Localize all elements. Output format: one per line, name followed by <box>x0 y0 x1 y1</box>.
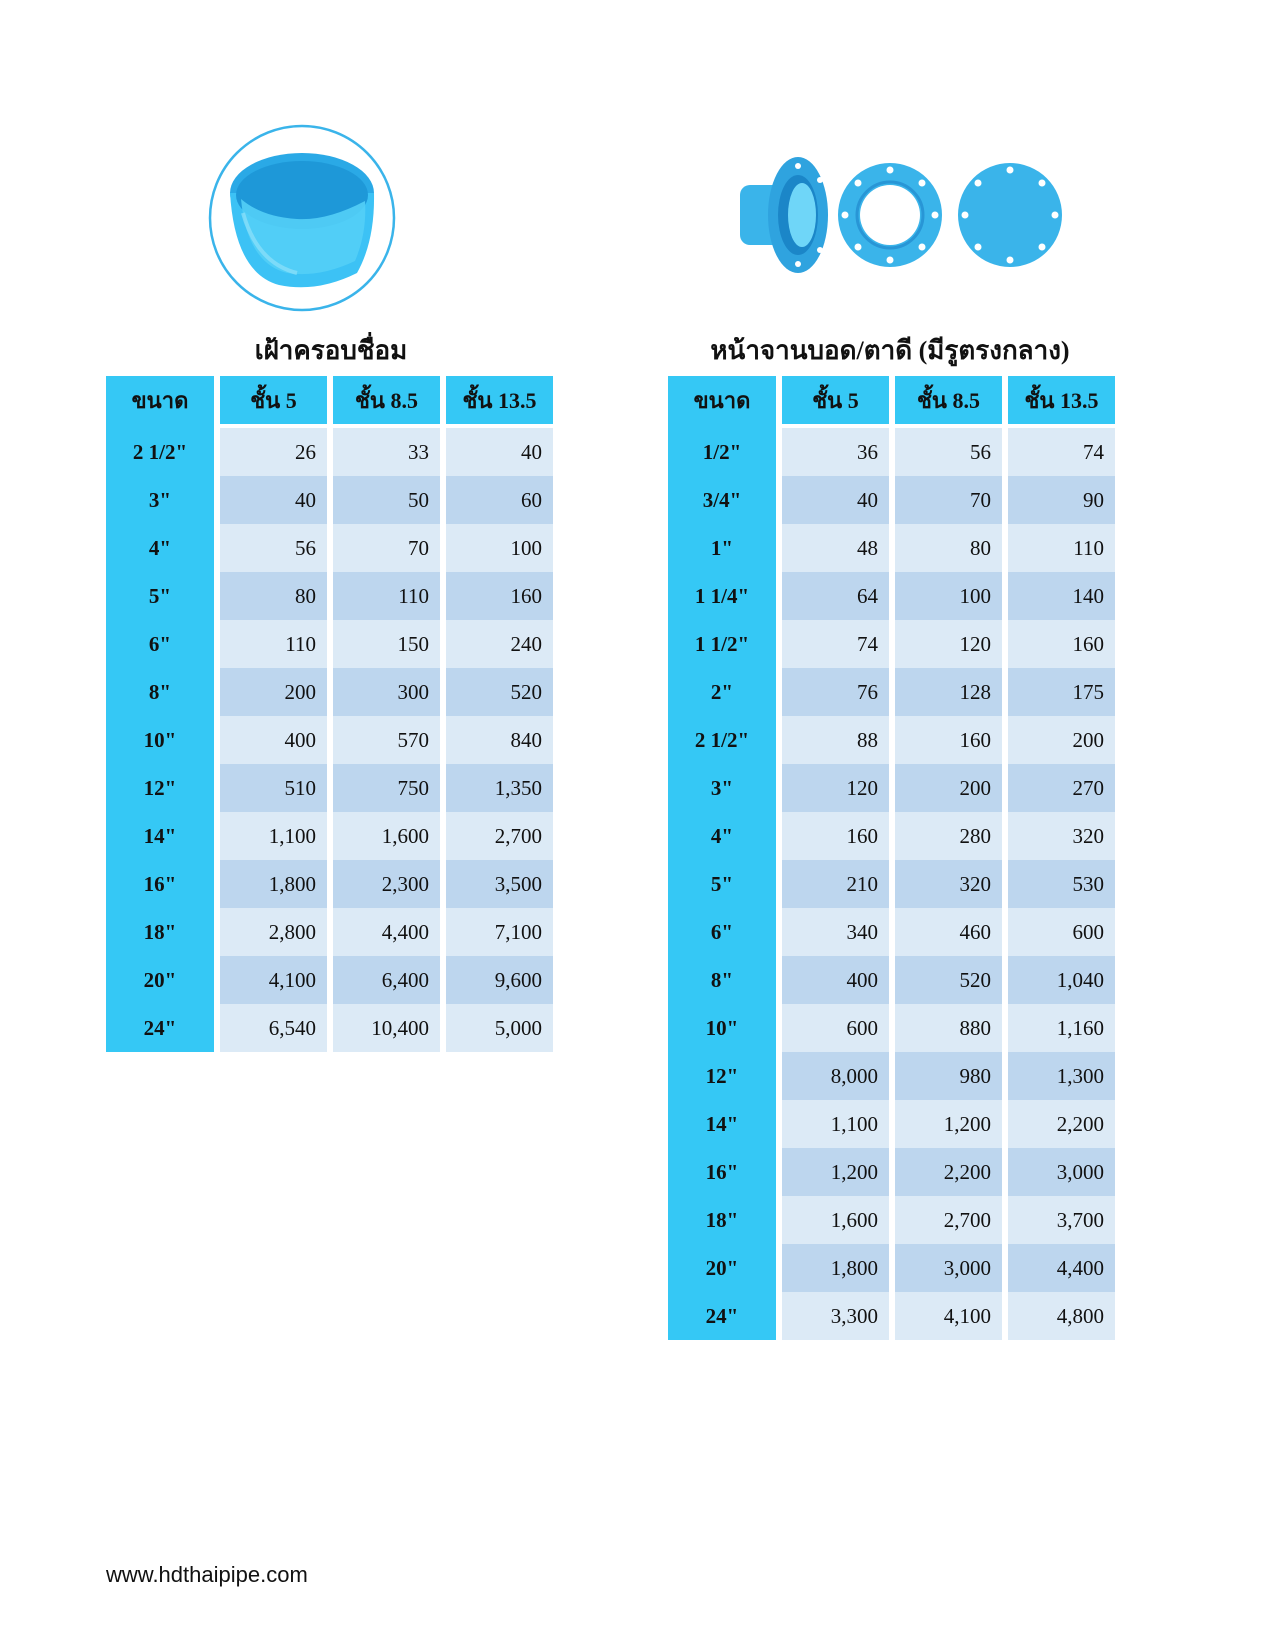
price-cell: 33 <box>333 428 440 476</box>
price-cell: 3,300 <box>782 1292 889 1340</box>
price-cell: 110 <box>1008 524 1115 572</box>
size-column-header: ขนาด <box>106 376 214 424</box>
price-cell: 600 <box>1008 908 1115 956</box>
price-cell: 750 <box>333 764 440 812</box>
price-cell: 340 <box>782 908 889 956</box>
price-cell: 56 <box>895 428 1002 476</box>
price-cell: 160 <box>782 812 889 860</box>
size-cell: 24" <box>668 1292 776 1340</box>
size-cell: 12" <box>106 764 214 812</box>
price-cell: 200 <box>1008 716 1115 764</box>
flange-ring-view <box>838 163 942 267</box>
price-cell: 150 <box>333 620 440 668</box>
price-cell: 240 <box>446 620 553 668</box>
table-row <box>668 812 1115 860</box>
table-row <box>668 956 1115 1004</box>
price-cell: 300 <box>333 668 440 716</box>
price-cell: 1,160 <box>1008 1004 1115 1052</box>
table-row <box>106 860 553 908</box>
size-cell: 1" <box>668 524 776 572</box>
size-cell: 12" <box>668 1052 776 1100</box>
price-cell: 4,100 <box>895 1292 1002 1340</box>
price-cell: 400 <box>782 956 889 1004</box>
price-cell: 280 <box>895 812 1002 860</box>
table-row <box>668 860 1115 908</box>
class-column-header: ชั้น 5 <box>220 376 327 424</box>
price-cell: 175 <box>1008 668 1115 716</box>
price-cell: 880 <box>895 1004 1002 1052</box>
size-cell: 16" <box>106 860 214 908</box>
price-cell: 128 <box>895 668 1002 716</box>
table-row <box>668 1052 1115 1100</box>
price-cell: 10,400 <box>333 1004 440 1052</box>
price-cell: 1,100 <box>782 1100 889 1148</box>
price-cell: 1,800 <box>782 1244 889 1292</box>
price-cell: 400 <box>220 716 327 764</box>
price-cell: 1,100 <box>220 812 327 860</box>
table-row <box>668 572 1115 620</box>
price-cell: 40 <box>220 476 327 524</box>
price-cell: 160 <box>1008 620 1115 668</box>
website-url: www.hdthaipipe.com <box>106 1562 308 1587</box>
size-cell: 1 1/2" <box>668 620 776 668</box>
table-row <box>668 1244 1115 1292</box>
size-cell: 10" <box>668 1004 776 1052</box>
price-cell: 70 <box>333 524 440 572</box>
price-cell: 980 <box>895 1052 1002 1100</box>
size-cell: 14" <box>668 1100 776 1148</box>
price-cell: 600 <box>782 1004 889 1052</box>
table-row <box>668 764 1115 812</box>
price-cell: 1,040 <box>1008 956 1115 1004</box>
cap-product-image <box>207 123 397 313</box>
size-cell: 10" <box>106 716 214 764</box>
price-cell: 2,200 <box>895 1148 1002 1196</box>
table-row <box>106 956 553 1004</box>
table-header-row <box>668 376 1115 424</box>
price-cell: 200 <box>220 668 327 716</box>
price-cell: 80 <box>895 524 1002 572</box>
price-cell: 4,400 <box>1008 1244 1115 1292</box>
price-cell: 4,100 <box>220 956 327 1004</box>
price-cell: 4,400 <box>333 908 440 956</box>
table-row <box>106 716 553 764</box>
price-cell: 64 <box>782 572 889 620</box>
class-column-header: ชั้น 8.5 <box>333 376 440 424</box>
price-cell: 1,200 <box>895 1100 1002 1148</box>
price-cell: 3,000 <box>895 1244 1002 1292</box>
size-cell: 4" <box>668 812 776 860</box>
size-cell: 20" <box>106 956 214 1004</box>
size-cell: 5" <box>106 572 214 620</box>
table-row <box>668 428 1115 476</box>
price-cell: 1,200 <box>782 1148 889 1196</box>
price-cell: 270 <box>1008 764 1115 812</box>
price-cell: 3,700 <box>1008 1196 1115 1244</box>
price-cell: 50 <box>333 476 440 524</box>
price-cell: 320 <box>1008 812 1115 860</box>
price-cell: 60 <box>446 476 553 524</box>
price-cell: 7,100 <box>446 908 553 956</box>
price-cell: 320 <box>895 860 1002 908</box>
table-row <box>106 1004 553 1052</box>
price-cell: 4,800 <box>1008 1292 1115 1340</box>
class-column-header: ชั้น 13.5 <box>446 376 553 424</box>
table-row <box>668 476 1115 524</box>
price-cell: 88 <box>782 716 889 764</box>
price-cell: 2,800 <box>220 908 327 956</box>
price-cell: 2,700 <box>895 1196 1002 1244</box>
price-cell: 76 <box>782 668 889 716</box>
table-row <box>106 620 553 668</box>
table-row <box>668 524 1115 572</box>
price-cell: 36 <box>782 428 889 476</box>
table-row <box>106 428 553 476</box>
size-cell: 20" <box>668 1244 776 1292</box>
table-row <box>668 1148 1115 1196</box>
price-cell: 140 <box>1008 572 1115 620</box>
price-cell: 2,200 <box>1008 1100 1115 1148</box>
flange-side-view <box>740 157 828 273</box>
price-cell: 3,000 <box>1008 1148 1115 1196</box>
flange-price-table <box>662 376 1121 1340</box>
price-cell: 1,600 <box>782 1196 889 1244</box>
price-cell: 110 <box>333 572 440 620</box>
price-cell: 210 <box>782 860 889 908</box>
size-column-header: ขนาด <box>668 376 776 424</box>
price-cell: 520 <box>446 668 553 716</box>
price-cell: 510 <box>220 764 327 812</box>
price-cell: 120 <box>895 620 1002 668</box>
size-cell: 18" <box>668 1196 776 1244</box>
size-cell: 1/2" <box>668 428 776 476</box>
cap-section-title: เฝ้าครอบชื่อม <box>254 336 408 365</box>
size-cell: 2" <box>668 668 776 716</box>
cap-price-table <box>100 376 559 1052</box>
table-row <box>106 572 553 620</box>
price-cell: 200 <box>895 764 1002 812</box>
price-cell: 40 <box>446 428 553 476</box>
table-row <box>668 908 1115 956</box>
price-cell: 1,350 <box>446 764 553 812</box>
size-cell: 5" <box>668 860 776 908</box>
flange-section-title: หน้าจานบอด/ตาดี (มีรูตรงกลาง) <box>710 336 1070 365</box>
price-cell: 48 <box>782 524 889 572</box>
size-cell: 3" <box>668 764 776 812</box>
price-cell: 160 <box>446 572 553 620</box>
price-cell: 110 <box>220 620 327 668</box>
class-column-header: ชั้น 8.5 <box>895 376 1002 424</box>
table-row <box>668 620 1115 668</box>
table-row <box>668 1196 1115 1244</box>
price-cell: 40 <box>782 476 889 524</box>
price-cell: 80 <box>220 572 327 620</box>
price-cell: 74 <box>1008 428 1115 476</box>
price-cell: 5,000 <box>446 1004 553 1052</box>
price-cell: 2,300 <box>333 860 440 908</box>
table-row <box>106 908 553 956</box>
size-cell: 6" <box>668 908 776 956</box>
table-row <box>106 524 553 572</box>
price-cell: 160 <box>895 716 1002 764</box>
table-row <box>106 668 553 716</box>
table-row <box>106 812 553 860</box>
price-cell: 1,300 <box>1008 1052 1115 1100</box>
class-column-header: ชั้น 5 <box>782 376 889 424</box>
price-cell: 2,700 <box>446 812 553 860</box>
table-row <box>106 476 553 524</box>
size-cell: 3" <box>106 476 214 524</box>
size-cell: 3/4" <box>668 476 776 524</box>
table-row <box>668 1100 1115 1148</box>
size-cell: 2 1/2" <box>668 716 776 764</box>
size-cell: 18" <box>106 908 214 956</box>
price-cell: 1,600 <box>333 812 440 860</box>
size-cell: 8" <box>106 668 214 716</box>
size-cell: 16" <box>668 1148 776 1196</box>
price-cell: 6,540 <box>220 1004 327 1052</box>
table-row <box>668 668 1115 716</box>
price-cell: 520 <box>895 956 1002 1004</box>
price-cell: 26 <box>220 428 327 476</box>
size-cell: 1 1/4" <box>668 572 776 620</box>
price-cell: 460 <box>895 908 1002 956</box>
size-cell: 4" <box>106 524 214 572</box>
price-cell: 100 <box>895 572 1002 620</box>
size-cell: 14" <box>106 812 214 860</box>
price-cell: 90 <box>1008 476 1115 524</box>
price-cell: 6,400 <box>333 956 440 1004</box>
table-row <box>668 716 1115 764</box>
size-cell: 8" <box>668 956 776 1004</box>
size-cell: 2 1/2" <box>106 428 214 476</box>
price-cell: 530 <box>1008 860 1115 908</box>
price-cell: 3,500 <box>446 860 553 908</box>
flange-product-image <box>740 150 1070 280</box>
price-cell: 100 <box>446 524 553 572</box>
table-header-row <box>106 376 553 424</box>
price-cell: 570 <box>333 716 440 764</box>
price-cell: 74 <box>782 620 889 668</box>
price-cell: 1,800 <box>220 860 327 908</box>
price-cell: 70 <box>895 476 1002 524</box>
size-cell: 6" <box>106 620 214 668</box>
table-row <box>668 1004 1115 1052</box>
table-row <box>106 764 553 812</box>
price-cell: 56 <box>220 524 327 572</box>
flange-blind-view <box>958 163 1062 267</box>
size-cell: 24" <box>106 1004 214 1052</box>
class-column-header: ชั้น 13.5 <box>1008 376 1115 424</box>
price-cell: 120 <box>782 764 889 812</box>
price-cell: 9,600 <box>446 956 553 1004</box>
table-row <box>668 1292 1115 1340</box>
price-cell: 840 <box>446 716 553 764</box>
price-cell: 8,000 <box>782 1052 889 1100</box>
